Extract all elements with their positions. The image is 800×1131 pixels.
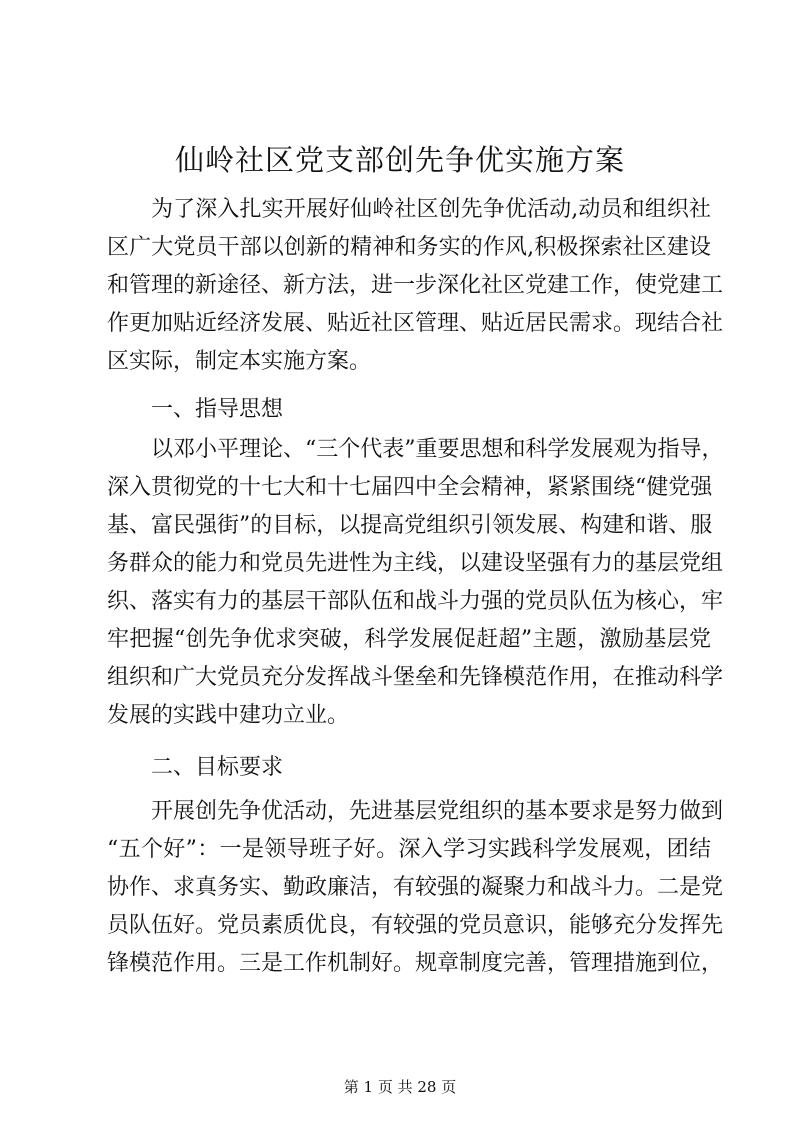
- body-line: 作更加贴近经济发展、贴近社区管理、贴近居民需求。现结合社: [107, 311, 724, 336]
- body-line: 牢把握“创先争优求突破，科学发展促赶超”主题，激励基层党: [107, 627, 711, 652]
- document-title: 仙岭社区党支部创先争优实施方案: [174, 143, 625, 177]
- body-line: 深入贯彻党的十七大和十七届四中全会精神，紧紧围绕“健党强: [107, 475, 713, 500]
- body-line: 基、富民强街”的目标，以提高党组织引领发展、构建和谐、服: [107, 513, 713, 538]
- body-line: 和管理的新途径、新方法，进一步深化社区党建工作，使党建工: [107, 273, 724, 298]
- body-line: 务群众的能力和党员先进性为主线，以建设坚强有力的基层党组: [107, 551, 724, 576]
- body-line: 为了深入扎实开展好仙岭社区创先争优活动,动员和组织社: [151, 197, 711, 222]
- body-line: 以邓小平理论、“三个代表”重要思想和科学发展观为指导，: [151, 437, 724, 462]
- body-line: 区实际，制定本实施方案。: [107, 349, 372, 374]
- section-heading: 二、目标要求: [151, 755, 284, 780]
- body-line: 员队伍好。党员素质优良，有较强的党员意识，能够充分发挥先: [107, 913, 724, 938]
- body-line: 区广大党员干部以创新的精神和务实的作风,积极探索社区建设: [107, 235, 711, 260]
- body-line: 开展创先争优活动，先进基层党组织的基本要求是努力做到: [151, 799, 724, 824]
- page-footer: 第 1 页 共 28 页: [343, 1078, 457, 1096]
- body-line: 发展的实践中建功立业。: [107, 703, 350, 728]
- section-heading: 一、指导思想: [151, 397, 284, 422]
- body-line: 锋模范作用。三是工作机制好。规章制度完善，管理措施到位，: [107, 951, 724, 976]
- body-line: “五个好”：一是领导班子好。深入学习实践科学发展观，团结: [107, 837, 711, 862]
- body-line: 协作、求真务实、勤政廉洁，有较强的凝聚力和战斗力。二是党: [107, 875, 724, 900]
- body-line: 织、落实有力的基层干部队伍和战斗力强的党员队伍为核心，牢: [107, 589, 724, 614]
- body-line: 组织和广大党员充分发挥战斗堡垒和先锋模范作用，在推动科学: [107, 665, 724, 690]
